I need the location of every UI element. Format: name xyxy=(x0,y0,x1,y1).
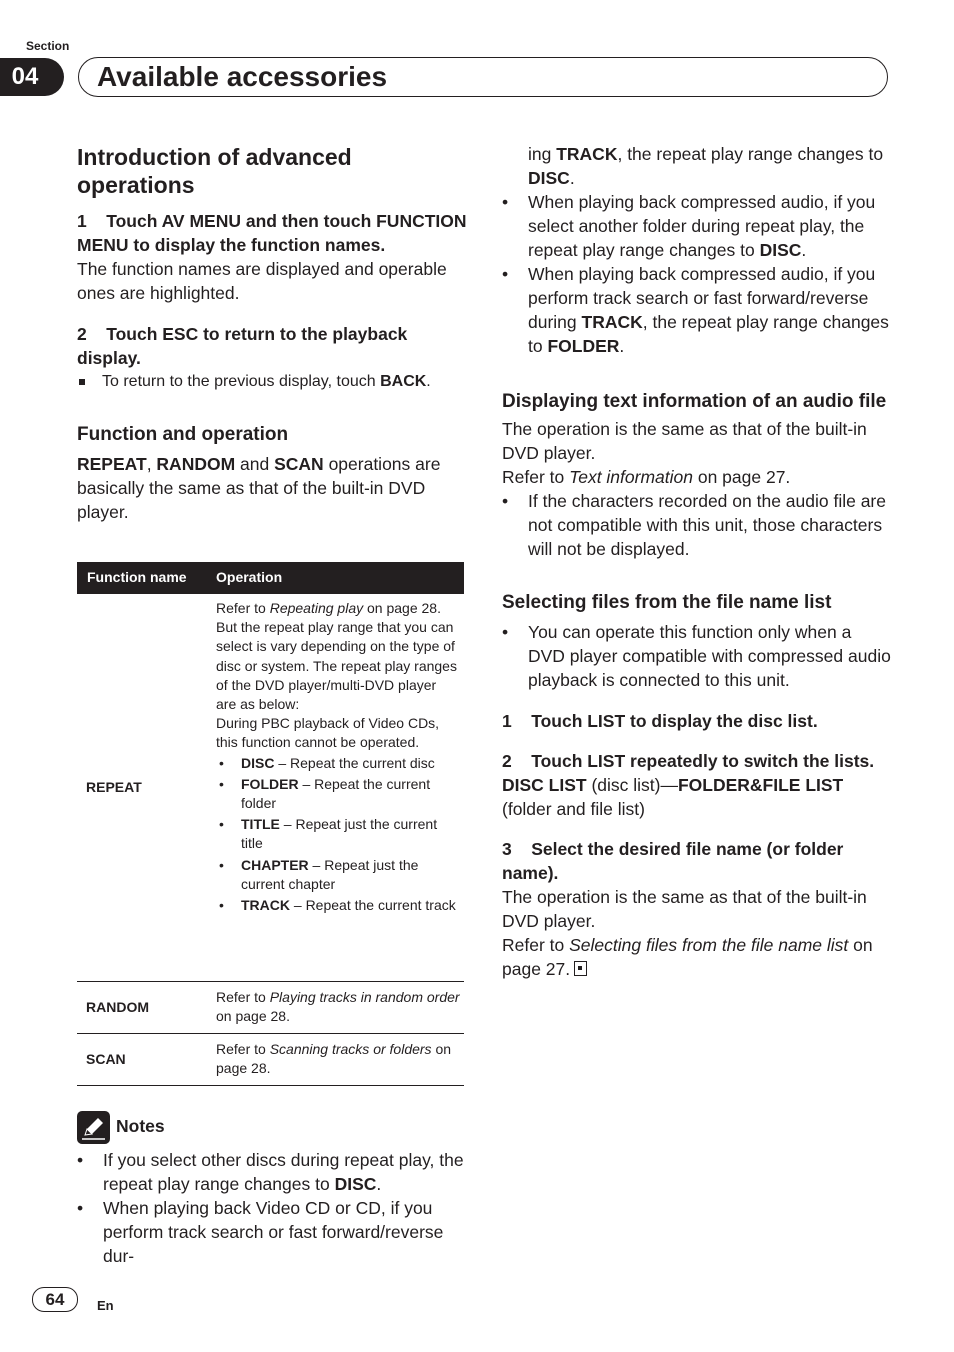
notes-label: Notes xyxy=(116,1116,165,1136)
back-label: BACK xyxy=(380,373,427,390)
function-table xyxy=(77,562,464,1086)
list-item: • You can operate this function only when a DVD player compatible with compressed audio playback is connected to this unit. xyxy=(502,620,892,692)
file-step-3: 3 Select the desired file name (or folder name). xyxy=(502,839,844,883)
notes-list xyxy=(77,1148,467,1268)
header-operation: Operation xyxy=(216,569,283,586)
list-item: • When playing back compressed audio, if you select another folder during repeat play, the repeat play range changes to DISC. xyxy=(502,190,892,262)
pencil-icon xyxy=(77,1111,110,1144)
page-title: Available accessories xyxy=(97,61,388,92)
list-item: • If you select other discs during repeat play, the repeat play range changes to DISC. xyxy=(77,1148,467,1196)
row-name: REPEAT xyxy=(86,778,142,795)
table-header xyxy=(77,562,464,594)
language-label: En xyxy=(97,1298,114,1313)
list-item: • If the characters recorded on the audio file are not compatible with this unit, those characters will not be displayed. xyxy=(502,489,892,561)
row-name: RANDOM xyxy=(86,998,149,1015)
step-1 xyxy=(77,209,467,257)
row-name: SCAN xyxy=(86,1050,126,1067)
step-number: 2 xyxy=(77,324,87,344)
list-item: • FOLDER – Repeat the current folder xyxy=(216,775,460,813)
file-step-2: 2 Touch LIST repeatedly to switch the lists. xyxy=(502,751,875,771)
step-2 xyxy=(77,322,467,370)
file-step-1: 1 Touch LIST to display the disc list. xyxy=(502,711,818,731)
row-operation: Refer to Scanning tracks or folders on page 28. xyxy=(216,1041,452,1077)
text-info-heading: Displaying text information of an audio file xyxy=(502,391,887,412)
table-row xyxy=(77,982,464,1034)
list-item: • TITLE – Repeat just the current title xyxy=(216,815,460,853)
header-function-name: Function name xyxy=(87,569,187,586)
notes-icon xyxy=(77,1111,110,1144)
step-text: Touch ESC to return to the playback display. xyxy=(77,324,408,368)
section-label: Section xyxy=(26,39,70,53)
row-operation: Refer to Repeating play on page 28. But the repeat play range that you can select is vary depending on the type of disc or system. The repeat play ranges of the DVD player/multi-DVD player are as below: During PBC playback of Video CDs, this function cannot be operated. • DISC – Repeat the current disc • FOLDER – Repeat the current folder • TITLE – Repeat just the current title • CHAPTER – Repeat just the current chapter • TRACK – Repeat the current track xyxy=(206,594,464,981)
left-column xyxy=(77,143,467,524)
list-item: • TRACK – Repeat the current track xyxy=(216,896,460,915)
table-row xyxy=(77,594,464,982)
step-text: Touch AV MENU and then touch FUNCTION MENU to display the function names. xyxy=(77,211,467,255)
step-1-body: The function names are displayed and operable ones are highlighted. xyxy=(77,259,447,303)
bullet-continuation: ing TRACK, the repeat play range changes to DISC. xyxy=(528,144,884,188)
list-item: • DISC – Repeat the current disc xyxy=(216,754,460,773)
step-number: 1 xyxy=(77,211,87,231)
end-mark-icon xyxy=(574,961,587,976)
intro-heading: Introduction of advanced operations xyxy=(77,144,352,198)
section-number-badge: 04 xyxy=(0,58,64,96)
step-2-note: To return to the previous display, touch BACK. xyxy=(77,370,467,394)
function-heading: Function and operation xyxy=(77,424,289,445)
table-row xyxy=(77,1034,464,1086)
page-number: 64 xyxy=(32,1287,78,1312)
list-item: • When playing back Video CD or CD, if you perform track search or fast forward/reverse dur- xyxy=(77,1196,467,1268)
function-intro: REPEAT, RANDOM and SCAN operations are basically the same as that of the built-in DVD player. xyxy=(77,454,441,522)
list-item: • CHAPTER – Repeat just the current chapter xyxy=(216,856,460,894)
list-item: • When playing back compressed audio, if you perform track search or fast forward/reverse during TRACK, the repeat play range changes to FOLDER. xyxy=(502,262,892,358)
row-operation: Refer to Playing tracks in random order on page 28. xyxy=(216,989,460,1025)
file-list-heading: Selecting files from the file name list xyxy=(502,592,832,613)
right-column: ing TRACK, the repeat play range changes to DISC. • When playing back compressed audio, if you select another folder during repeat play, the repeat play range changes to DISC. • When playing back compressed audio, if you perform track search or fast forward/reverse during TRACK, the repeat play range changes to FOLDER. Displaying text information of an audio file The operation is the same as that of the built-in DVD player. Refer to Text information on page 27. • If the characters recorded on the audio file are not compatible with this unit, those characters will not be displayed. Selecting files from the file name list • You can operate this function only when a DVD player compatible with compressed audio playback is connected to this unit. 1 Touch LIST to display the disc list. 2 Touch LIST repeatedly to switch the lists. DISC LIST (disc list)—FOLDER&FILE LIST (folder and file list) 3 Select the desired file name (or folder name). The operation is the same as that of the built-in DVD player. Refer to Selecting files from the file name list on page 27. xyxy=(502,142,892,981)
